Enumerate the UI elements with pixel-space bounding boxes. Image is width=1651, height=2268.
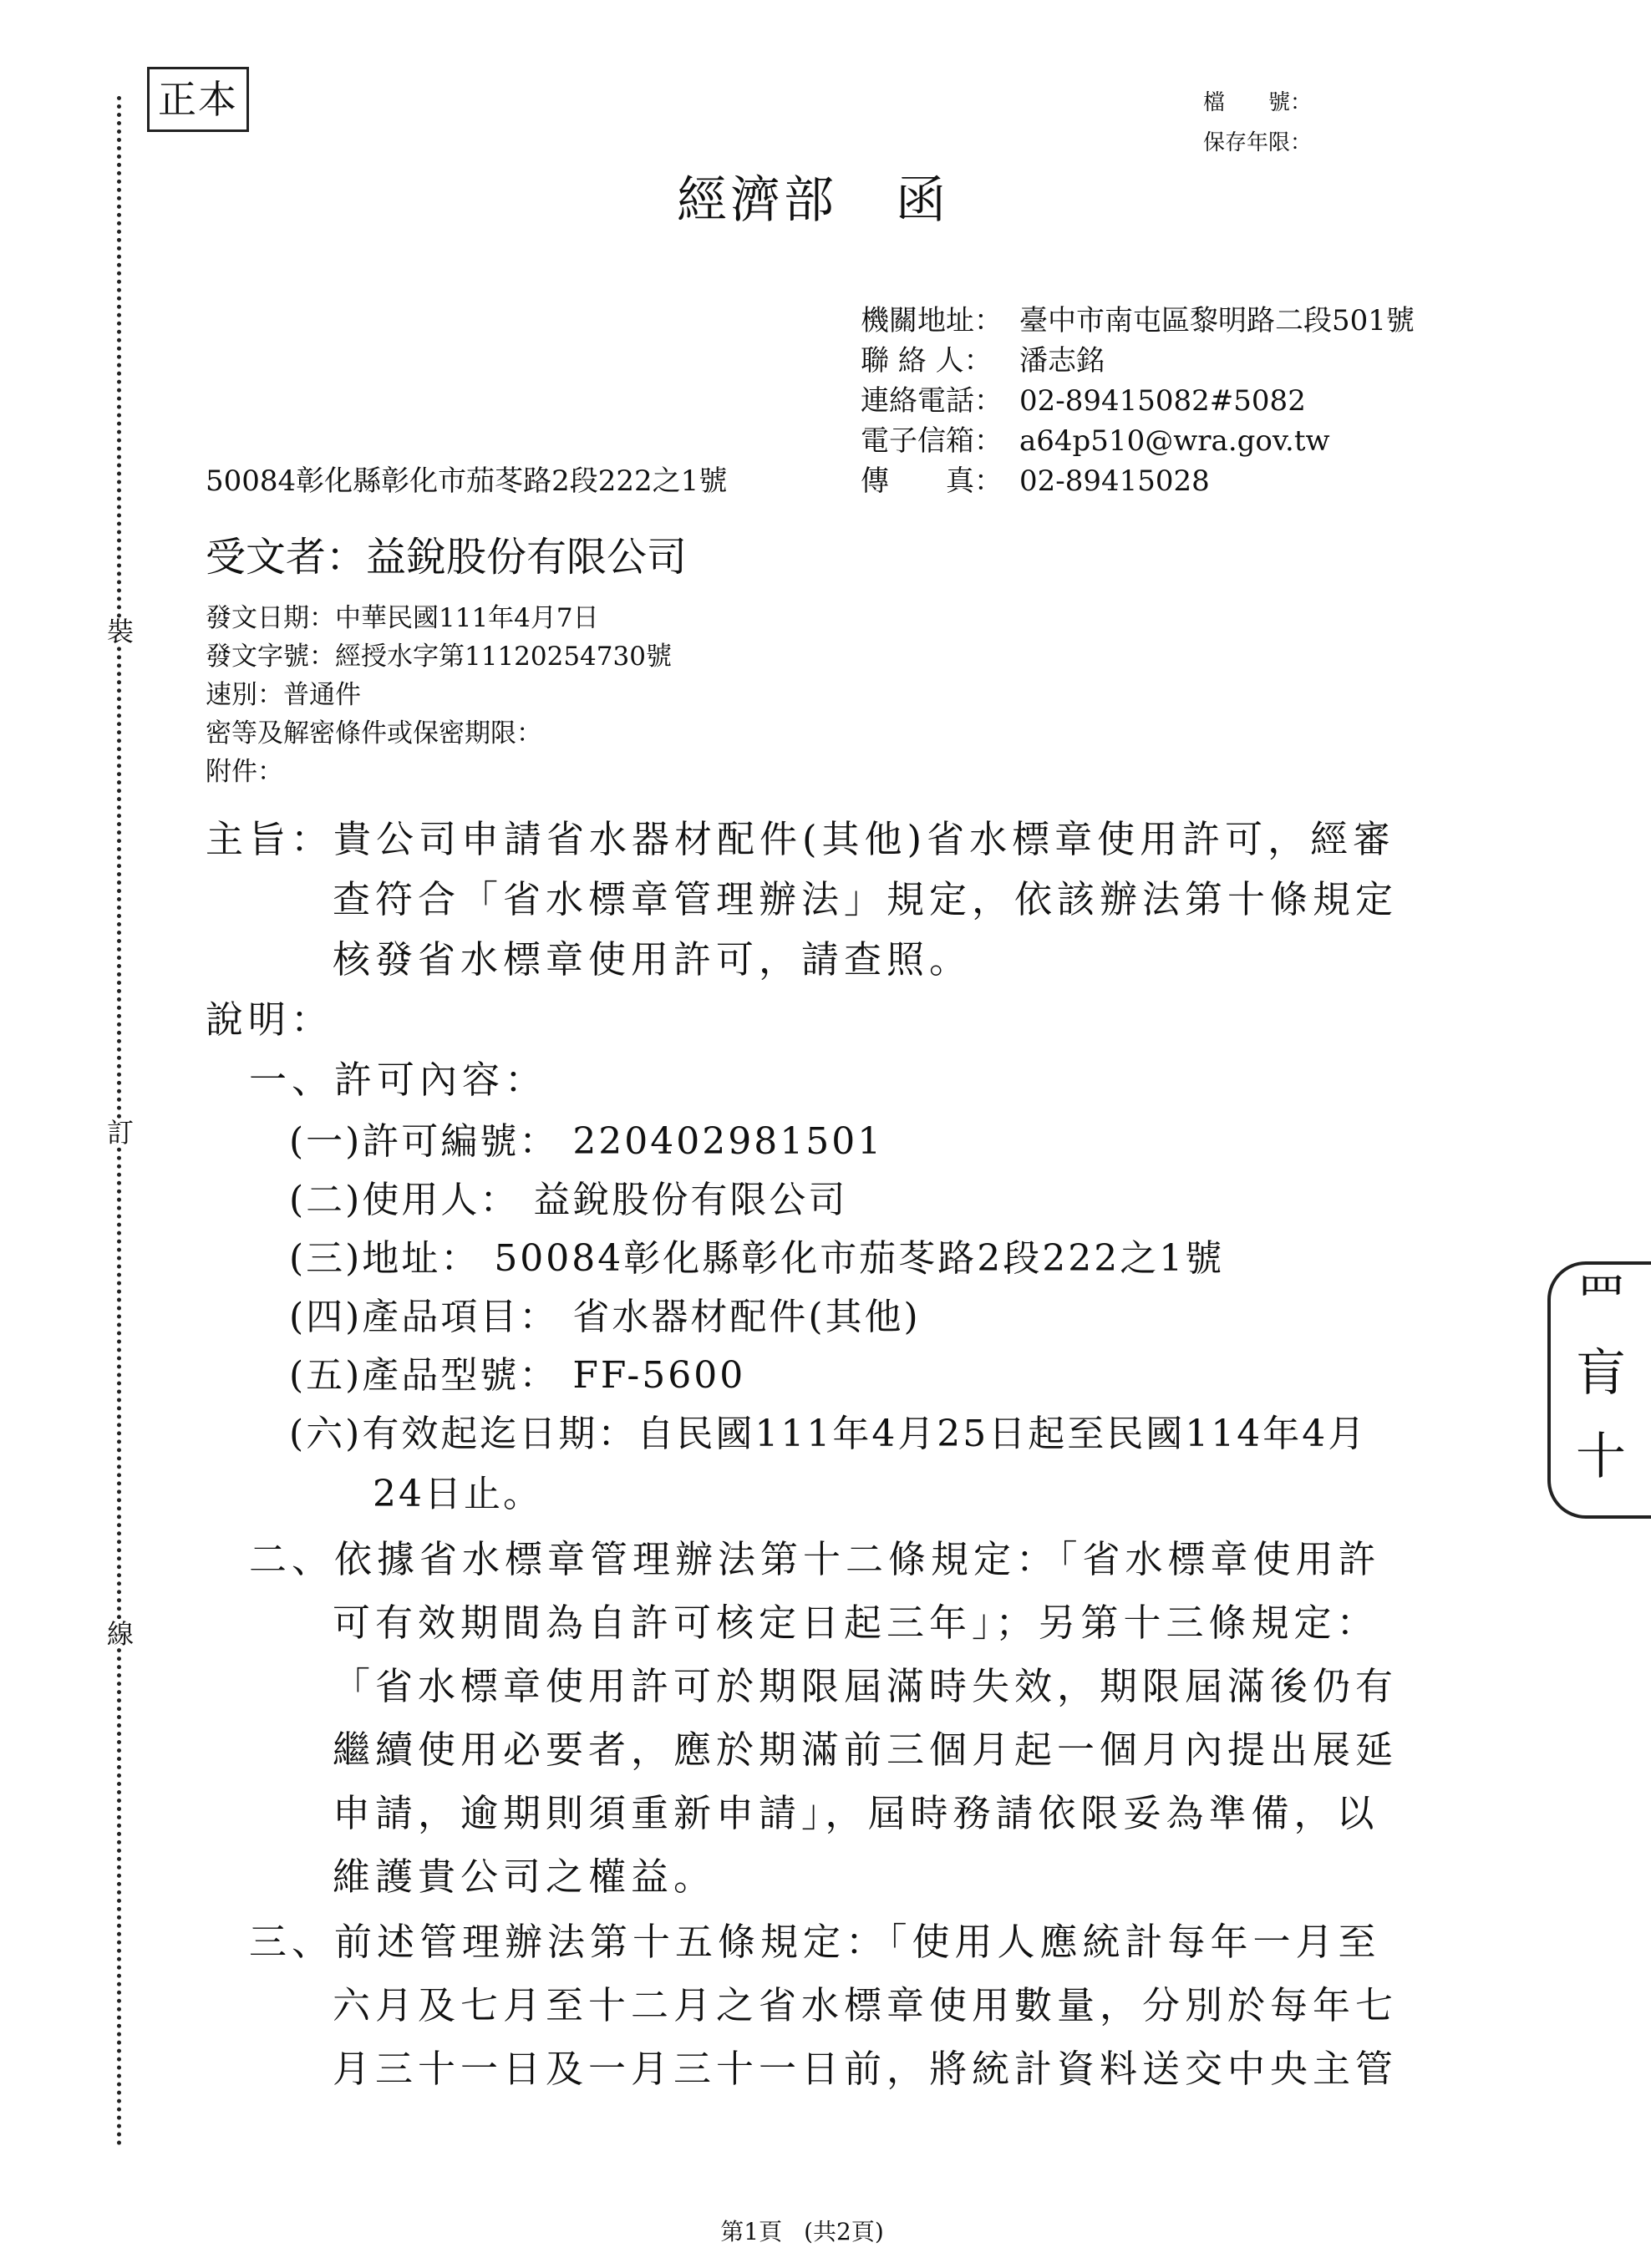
section-2-line-5: 申請，逾期則須重新申請」，屆時務請依限妥為準備，以	[333, 1791, 1379, 1835]
dispatch-date: 發文日期：中華民國111年4月7日	[206, 603, 599, 633]
contact-email	[861, 418, 1330, 459]
contact-phone-value: 02-89415082#5082	[1019, 384, 1306, 418]
document-title	[677, 160, 949, 232]
permit-number-item: (一)許可編號： 220402981501	[289, 1120, 884, 1163]
dispatch-attachments: 附件：	[206, 757, 283, 787]
seal-char-2: 肓	[1576, 1344, 1626, 1403]
contact-person-label: 聯 絡 人：	[861, 344, 993, 378]
binding-mark-xian: 線	[107, 1618, 135, 1650]
stamp-text: 正本	[158, 77, 238, 122]
page-footer	[0, 2214, 1604, 2247]
dispatch-number: 發文字號：經授水字第11120254730號	[206, 642, 672, 672]
contact-email-label: 電子信箱：	[861, 424, 1003, 458]
section-2-line-1: 二、依據省水標章管理辦法第十二條規定：「省水標章使用許	[249, 1537, 1381, 1581]
section-2-line-3: 「省水標章使用許可於期限屆滿時失效，期限屆滿後仍有	[333, 1664, 1399, 1708]
subject-line-3: 核發省水標章使用許可，請查照。	[333, 937, 973, 982]
section-1-heading: 一、許可內容：	[249, 1058, 548, 1102]
subject-line-1: 主旨：貴公司申請省水器材配件(其他)省水標章使用許可，經審	[206, 817, 1396, 861]
file-number-label: 檔 號：	[1203, 90, 1313, 115]
contact-email-value: a64p510@wra.gov.tw	[1019, 424, 1330, 458]
recipient-line: 受文者：益銳股份有限公司	[206, 534, 688, 581]
contact-person-value: 潘志銘	[1019, 344, 1105, 378]
subject-line-2: 查符合「省水標章管理辦法」規定，依該辦法第十條規定	[333, 877, 1399, 921]
contact-address	[861, 297, 1415, 338]
section-3-line-2: 六月及七月至十二月之省水標章使用數量，分別於每年七	[333, 1983, 1399, 2027]
partial-seal-icon	[1547, 1261, 1651, 1519]
section-2-line-2: 可有效期間為自許可核定日起三年」；另第十三條規定：	[333, 1601, 1379, 1645]
binding-mark-ding: 訂	[107, 1117, 135, 1149]
dispatch-secrecy: 密等及解密條件或保密期限：	[206, 718, 542, 748]
product-model-item: (五)產品型號： FF-5600	[289, 1354, 746, 1397]
section-3-line-3: 月三十一日及一月三十一日前，將統計資料送交中央主管	[333, 2047, 1399, 2091]
dispatch-speed: 速別：普通件	[206, 680, 361, 710]
section-2-line-4: 繼續使用必要者，應於期滿前三個月起一個月內提出展延	[333, 1728, 1399, 1772]
contact-fax	[861, 458, 1210, 499]
permit-user-item: (二)使用人： 益銳股份有限公司	[289, 1179, 848, 1221]
explanation-label: 說明：	[206, 997, 334, 1042]
validity-period-item-cont: 24日止。	[373, 1473, 542, 1515]
contact-fax-label: 傳 真：	[861, 464, 1003, 498]
original-copy-stamp	[147, 67, 249, 132]
section-2-line-6: 維護貴公司之權益。	[333, 1854, 717, 1899]
document-type: 函	[896, 171, 949, 230]
permit-address-item: (三)地址： 50084彰化縣彰化市茄苳路2段222之1號	[289, 1237, 1225, 1280]
retention-period-label: 保存年限：	[1203, 130, 1313, 155]
contact-person	[861, 337, 1105, 378]
binding-mark-zhuang: 裝	[107, 616, 135, 647]
seal-char-1: 罒	[1576, 1269, 1626, 1327]
page-number: 第1頁	[720, 2218, 783, 2245]
recipient-address: 50084彰化縣彰化市茄苳路2段222之1號	[206, 464, 728, 498]
contact-phone	[861, 378, 1306, 419]
issuing-org: 經濟部	[677, 171, 837, 230]
contact-address-value: 臺中市南屯區黎明路二段501號	[1019, 304, 1415, 337]
contact-phone-label: 連絡電話：	[861, 384, 1003, 418]
product-category-item: (四)產品項目： 省水器材配件(其他)	[289, 1296, 921, 1338]
validity-period-item: (六)有效起迄日期：自民國111年4月25日起至民國114年4月	[289, 1413, 1368, 1455]
seal-char-3: 十	[1576, 1428, 1626, 1486]
contact-fax-value: 02-89415028	[1019, 464, 1210, 498]
contact-address-label: 機關地址：	[861, 304, 1003, 337]
page-total: (共2頁)	[804, 2218, 884, 2245]
section-3-line-1: 三、前述管理辦法第十五條規定：「使用人應統計每年一月至	[249, 1920, 1381, 1964]
